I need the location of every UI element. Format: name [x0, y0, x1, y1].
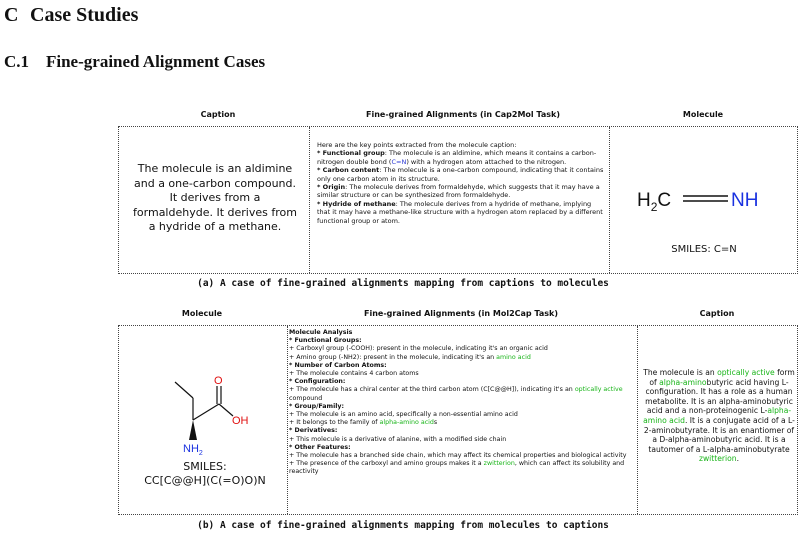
analysis-line: [289, 419, 633, 427]
alignment-point: [317, 200, 605, 225]
analysis-text: + Amino group (-NH2): present in the molecule, indicating it's an: [289, 353, 497, 361]
analysis-text: + The molecule is an amino acid, specifically a non-essential amino acid: [289, 411, 518, 419]
analysis-heading: Molecule Analysis: [289, 329, 353, 336]
analysis-text: + It belongs to the family of: [289, 419, 380, 427]
panel-a-divider-2: [609, 127, 610, 273]
panel-a-header-caption: Caption: [200, 110, 236, 119]
analysis-line: [289, 354, 633, 362]
caption-highlight: alpha-amino acid: [643, 406, 792, 425]
analysis-line: [289, 460, 633, 476]
point-label: * Carbon content: [317, 166, 380, 175]
panel-b: [118, 325, 798, 515]
panel-b-smiles: [125, 460, 285, 488]
analysis-text: + This molecule is a derivative of alanine, with a modified side chain: [289, 435, 507, 443]
point-label: * Functional group: [317, 149, 385, 158]
point-label: * Origin: [317, 183, 346, 192]
point-text: : The molecule is a one-carbon compound, indicating that it contains only one carbon atom in its structure.: [317, 166, 604, 183]
point-text: : The molecule derives from formaldehyde, which suggests that it may have a similar structure or can be synthesized from formaldehyde.: [317, 183, 600, 200]
panel-a: [118, 126, 798, 274]
atom-nh2: $NH_2$: [183, 443, 203, 457]
panel-a-header-molecule: Molecule: [682, 110, 724, 119]
wedge-bond: [189, 420, 197, 440]
point-text: : The molecule derives from a hydride of methane, implying that it may have a methane-like structure with a hydrogen atom replaced by a different functional group or atom.: [317, 199, 603, 225]
caption-highlight: zwitterion: [698, 454, 737, 464]
bond-c-oh: [219, 404, 233, 416]
point-text: : The molecule is an aldimine, which means it contains a carbon-nitrogen double bond (: [317, 149, 597, 166]
analysis-text: + The molecule has a chiral center at the third carbon atom (C[C@@H]), indicating it's an: [289, 386, 575, 394]
subsection-title: Fine-grained Alignment Cases: [46, 52, 266, 71]
caption-text: The molecule is an: [643, 368, 718, 377]
analysis-text: compound: [289, 394, 323, 402]
point-highlight: C=N: [391, 157, 407, 166]
atom-oh: OH: [232, 415, 249, 427]
analysis-text: + The molecule contains 4 carbon atoms: [289, 370, 419, 378]
panel-b-caption-text: [643, 368, 795, 464]
panel-b-smiles-value: CC[C@@H](C(=O)O)N: [144, 474, 266, 487]
caption-text: butyric acid having L-configuration. It has a role as a human metabolite. It is an alpha-aminobutyric acid and a non-proteinogenic L-: [645, 377, 793, 416]
caption-text: form of: [649, 368, 795, 387]
bond-c3-c4: [193, 404, 219, 420]
aminobutyric-acid-structure: [131, 336, 281, 461]
analysis-line: [289, 411, 633, 419]
panel-b-header-alignments: Fine-grained Alignments (in Mol2Cap Task): [363, 309, 558, 318]
panel-a-molecule: [613, 177, 795, 217]
analysis-text: + The molecule has a branched side chain, which may affect its chemical properties and biological activity: [289, 452, 627, 460]
atom-h: $H_2C$: [637, 190, 672, 214]
alignment-point: [317, 149, 605, 166]
analysis-heading: * Group/Family:: [289, 402, 345, 410]
section-heading: [4, 4, 138, 27]
section-title: Case Studies: [30, 4, 139, 26]
bond-c1-c2: [175, 382, 193, 398]
panel-b-figure-caption: (b) A case of fine-grained alignments mapping from molecules to captions: [197, 520, 609, 531]
analysis-highlight: optically active: [574, 386, 623, 394]
panel-a-figure-caption: (a) A case of fine-grained alignments mapping from captions to molecules: [197, 278, 609, 289]
panel-a-caption-text: The molecule is an aldimine and a one-carbon compound. It derives from a formaldehyde. It derives from a hydride of a methane.: [133, 162, 297, 233]
section-number: C: [4, 4, 19, 26]
analysis-text: , which can affect its solubility and reactivity: [289, 460, 625, 476]
atom-nh: NH: [731, 190, 759, 211]
atom-o: O: [214, 375, 223, 387]
panel-b-smiles-label: SMILES:: [183, 460, 227, 473]
analysis-line: [289, 386, 633, 402]
panel-a-intro: Here are the key points extracted from the molecule caption:: [317, 141, 517, 149]
panel-a-alignments: [317, 141, 605, 225]
panel-a-smiles: SMILES: C=N: [671, 244, 737, 255]
analysis-text: + The presence of the carboxyl and amino groups makes it a: [289, 460, 484, 468]
alignment-point: [317, 166, 605, 183]
panel-b-divider-2: [637, 326, 638, 514]
analysis-heading: * Configuration:: [289, 378, 346, 386]
panel-b-header-molecule: Molecule: [181, 309, 223, 318]
analysis-line: [289, 436, 633, 444]
analysis-text: + Carboxyl group (-COOH): present in the molecule, indicating it's an organic acid: [289, 345, 548, 353]
analysis-text: s: [433, 419, 438, 427]
caption-text: . It is a conjugate acid of a L-2-aminobutyrate. It is an enantiomer of a D-alpha-aminobutyric acid. It is a tautomer of a L-alpha-aminobutyrate: [643, 415, 795, 454]
subsection-number: C.1: [4, 52, 30, 71]
panel-b-divider-1: [287, 326, 288, 514]
panel-a-divider-1: [309, 127, 310, 273]
analysis-line: [289, 345, 633, 353]
caption-text: .: [736, 454, 740, 464]
panel-b-molecule: [131, 336, 281, 461]
panel-b-alignments: [289, 329, 633, 477]
analysis-line: [289, 452, 633, 460]
analysis-highlight: alpha-amino acid: [379, 419, 434, 427]
subsection-heading: [4, 52, 265, 72]
analysis-line: [289, 370, 633, 378]
analysis-highlight: amino acid: [496, 353, 531, 361]
panel-b-header-caption: Caption: [699, 309, 735, 318]
panel-a-points: [317, 149, 605, 225]
caption-highlight: optically active: [717, 368, 775, 377]
caption-highlight: alpha-amino: [659, 377, 707, 387]
analysis-heading: * Derivatives:: [289, 427, 338, 435]
point-label: * Hydride of methane: [317, 199, 396, 208]
panel-a-header-alignments: Fine-grained Alignments (in Cap2Mol Task): [365, 110, 560, 119]
alignment-point: [317, 183, 605, 200]
point-text: ) with a hydrogen atom attached to the nitrogen.: [406, 157, 567, 166]
analysis-heading: * Other Features:: [289, 443, 351, 451]
methanimine-structure: [613, 177, 795, 217]
analysis-highlight: zwitterion: [483, 460, 515, 468]
analysis-heading: * Number of Carbon Atoms:: [289, 361, 387, 369]
analysis-heading: * Functional Groups:: [289, 337, 362, 345]
